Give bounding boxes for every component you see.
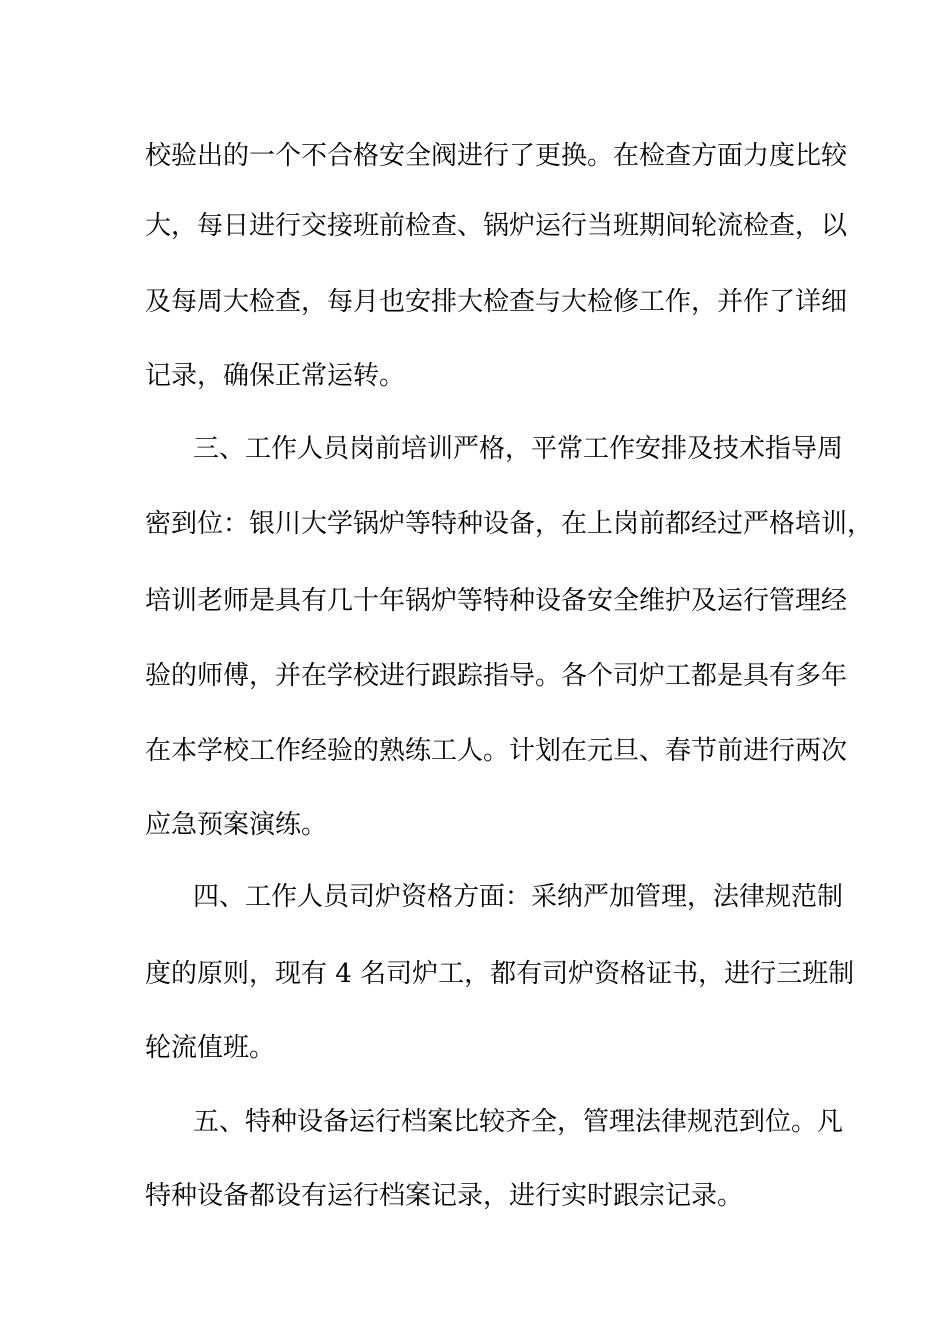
paragraph-line: 特种设备都设有运行档案记录，进行实时跟宗记录。 bbox=[145, 1181, 744, 1211]
section-four-heading-line: 四、工作人员司炉资格方面：采纳严加管理，法律规范制 bbox=[193, 882, 844, 912]
paragraph-line: 校验出的一个不合格安全阀进行了更换。在检查方面力度比较 bbox=[145, 141, 848, 171]
paragraph-line: 培训老师是具有几十年锅炉等特种设备安全维护及运行管理经 bbox=[145, 586, 848, 616]
paragraph-line: 及每周大检查，每月也安排大检查与大检修工作，并作了详细 bbox=[145, 287, 848, 317]
paragraph-line: 应急预案演练。 bbox=[145, 810, 328, 840]
paragraph-line: 密到位：银川大学锅炉等特种设备，在上岗前都经过严格培训， bbox=[145, 509, 874, 539]
section-three-heading-line: 三、工作人员岗前培训严格，平常工作安排及技术指导周 bbox=[193, 434, 844, 464]
paragraph-line: 度的原则，现有 4 名司炉工，都有司炉资格证书，进行三班制 bbox=[145, 959, 855, 989]
paragraph-line: 轮流值班。 bbox=[145, 1033, 276, 1063]
paragraph-line: 记录，确保正常运转。 bbox=[145, 361, 406, 391]
paragraph-line: 大，每日进行交接班前检查、锅炉运行当班期间轮流检查，以 bbox=[145, 211, 848, 241]
paragraph-line: 在本学校工作经验的熟练工人。计划在元旦、春节前进行两次 bbox=[145, 736, 848, 766]
paragraph-line: 验的师傅，并在学校进行跟踪指导。各个司炉工都是具有多年 bbox=[145, 661, 848, 691]
section-five-heading-line: 五、特种设备运行档案比较齐全，管理法律规范到位。凡 bbox=[193, 1107, 844, 1137]
